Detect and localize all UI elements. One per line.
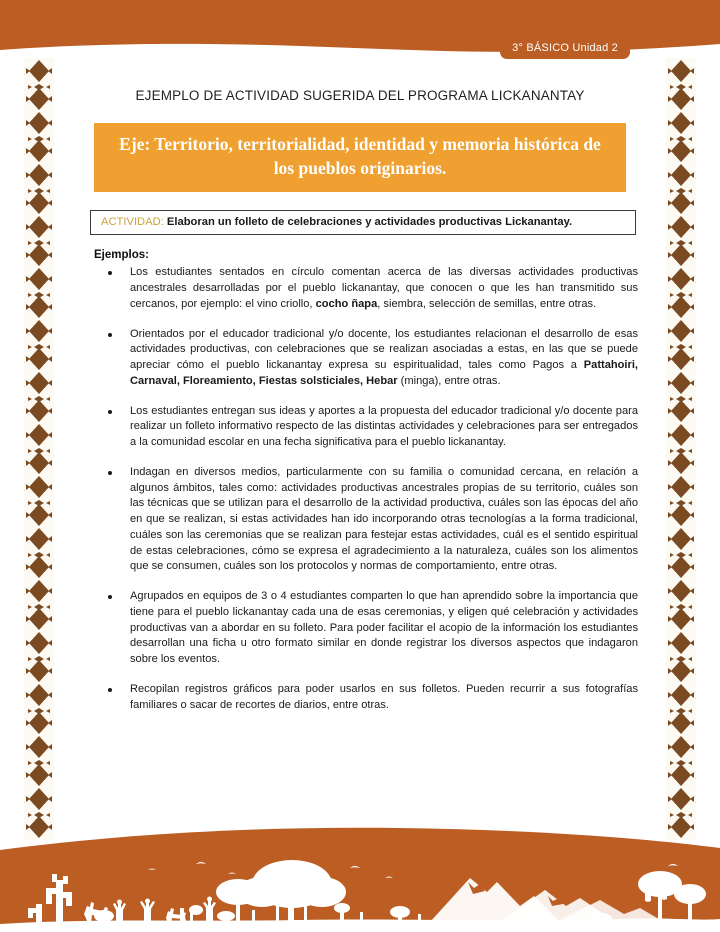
activity-label: ACTIVIDAD:	[101, 216, 164, 229]
bullet-text: (minga), entre otras.	[397, 374, 501, 387]
unit-badge: 3° BÁSICO Unidad 2	[500, 38, 630, 59]
bullet-text: Los estudiantes sentados en círculo comentan acerca de las diversas actividades productivas ancestrales desarrolladas por el pueblo lickanantay, que conocen o que les han transmitido sus cercanos, por ejemplo: el vino criollo,	[130, 266, 638, 310]
examples-list	[76, 265, 644, 713]
example-bullet	[130, 265, 638, 312]
example-bullet	[130, 465, 638, 575]
bullet-text: Recopilan registros gráficos para poder usarlos en sus folletos. Pueden recurrir a sus fotografías familiares o sacar de recortes de diarios, entre otras.	[130, 682, 638, 711]
document-content	[76, 74, 644, 727]
activity-box	[90, 210, 636, 235]
bullet-text: Los estudiantes entregan sus ideas y aportes a la propuesta del educador tradicional y/o docente para realizar un folleto informativo respecto de las distintas actividades y celebraciones para ser entregados a la comunidad escolar en una fecha significativa para el pueblo lickanantay.	[130, 404, 638, 448]
example-bullet	[130, 682, 638, 714]
bottom-desert-illustration	[0, 822, 720, 932]
bullet-text: Agrupados en equipos de 3 o 4 estudiantes comparten lo que han aprendido sobre la importancia que tiene para el pueblo lickanantay cada una de esas ceremonias, y eligen qué celebración y actividades productivas van a abordar en su folleto. Para poder facilitar el acopio de la información los estudiantes desarrollan una ficha u otro formato similar en donde registrar los diversos aspectos que indagaron sobre los eventos.	[130, 590, 638, 665]
example-bullet	[130, 404, 638, 451]
left-andean-border	[24, 58, 54, 840]
bullet-text: Indagan en diversos medios, particularmente con su familia o comunidad cercana, en relación a algunos ámbitos, tales como: actividades productivas ancestrales propias de su territorio, cuáles son las técnicas que se utilizan para el desarrollo de la actividad productiva, cuáles son las épocas del año en que se realizan, si estas actividades han ido incorporando otras tecnologías a la forma tradicional, cuáles son las ceremonias que se realizan para festejar estas actividades, cuál es el sentido espiritual de estas celebraciones, cómo se expresa el agradecimiento a la naturaleza, cuáles son los alimentos que se consumen, cuáles son los protocolos y normas de comportamiento, entre otras.	[130, 465, 638, 573]
bullet-text: Orientados por el educador tradicional y/o docente, los estudiantes relacionan el desarrollo de esas actividades productivas, con celebraciones que se realizan asociadas a estas, en las que se puede apreciar cómo el pueblo lickanantay expresa su espiritualidad, tales como Pagos a	[130, 327, 638, 371]
examples-label: Ejemplos:	[94, 249, 149, 262]
example-bullet	[130, 589, 638, 668]
bullet-text: , siembra, selección de semillas, entre otras.	[377, 297, 597, 310]
example-bullet	[130, 327, 638, 390]
eje-banner: Eje: Territorio, territorialidad, identidad y memoria histórica de los pueblos originarios.	[94, 123, 626, 192]
bullet-bold-term: cocho ñapa	[315, 297, 378, 310]
bullet-bold-term: Pattahoiri, Carnaval, Floreamiento, Fiestas solsticiales, Hebar	[130, 359, 638, 387]
activity-text: Elaboran un folleto de celebraciones y actividades productivas Lickanantay.	[166, 216, 573, 229]
right-andean-border	[666, 58, 696, 840]
page-title: EJEMPLO DE ACTIVIDAD SUGERIDA DEL PROGRAMA LICKANANTAY	[135, 88, 585, 103]
